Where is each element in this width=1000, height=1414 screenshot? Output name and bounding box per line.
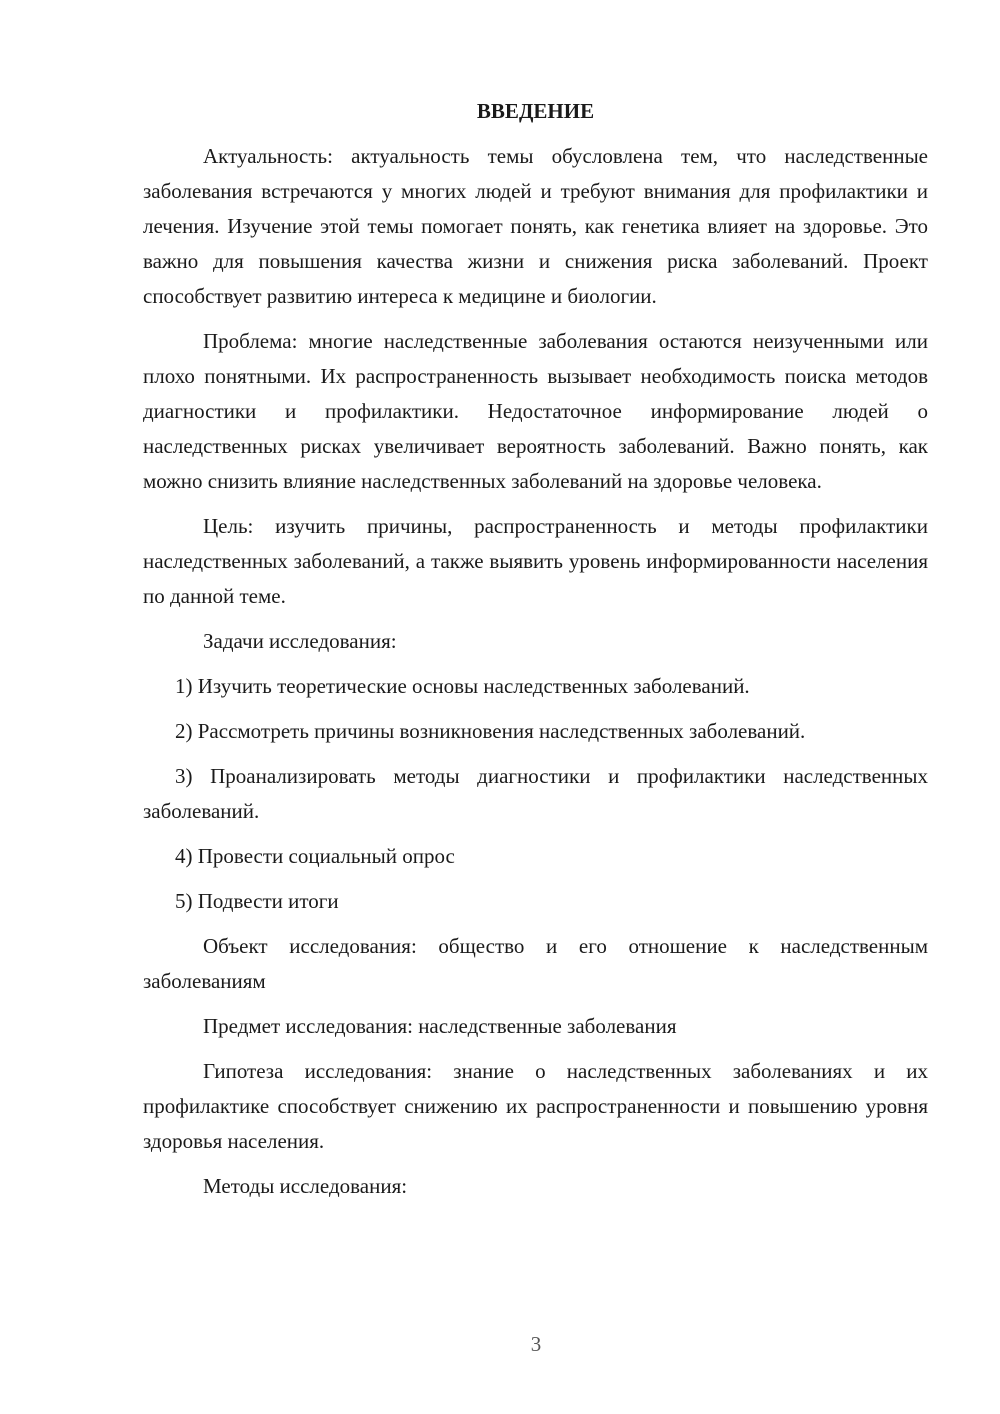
paragraph-hypothesis: Гипотеза исследования: знание о наследственных заболеваниях и их профилактике способствует снижению их распространенности и повышению уровня здоровья населения. [143, 1059, 928, 1153]
task-item-2: 2) Рассмотреть причины возникновения наследственных заболеваний. [175, 719, 806, 743]
paragraph-subject: Предмет исследования: наследственные заболевания [203, 1014, 677, 1038]
task-item-5: 5) Подвести итоги [175, 889, 339, 913]
paragraph-relevance: Актуальность: актуальность темы обусловлена тем, что наследственные заболевания встречаются у многих людей и требуют внимания для профилактики и лечения. Изучение этой темы помогает понять, как генетика влияет на здоровье. Это важно для повышения качества жизни и снижения риска заболеваний. Проект способствует развитию интереса к медицине и биологии. [143, 144, 928, 308]
tasks-heading: Задачи исследования: [203, 629, 397, 653]
page-content [143, 94, 928, 1214]
methods-heading: Методы исследования: [203, 1174, 408, 1198]
task-item-4: 4) Провести социальный опрос [175, 844, 455, 868]
task-item-3: 3) Проанализировать методы диагностики и профилактики наследственных заболеваний. [143, 764, 928, 823]
paragraph-goal: Цель: изучить причины, распространенность и методы профилактики наследственных заболеваний, а также выявить уровень информированности населения по данной теме. [143, 514, 928, 608]
section-title: ВВЕДЕНИЕ [476, 99, 595, 123]
page-number: 3 [530, 1332, 542, 1356]
paragraph-object: Объект исследования: общество и его отношение к наследственным заболеваниям [143, 934, 928, 993]
task-item-1: 1) Изучить теоретические основы наследственных заболеваний. [175, 674, 750, 698]
paragraph-problem: Проблема: многие наследственные заболевания остаются неизученными или плохо понятными. Их распространенность вызывает необходимость поиска методов диагностики и профилактики. Недостаточное информирование людей о наследственных рисках увеличивает вероятность заболеваний. Важно понять, как можно снизить влияние наследственных заболеваний на здоровье человека. [143, 329, 928, 493]
